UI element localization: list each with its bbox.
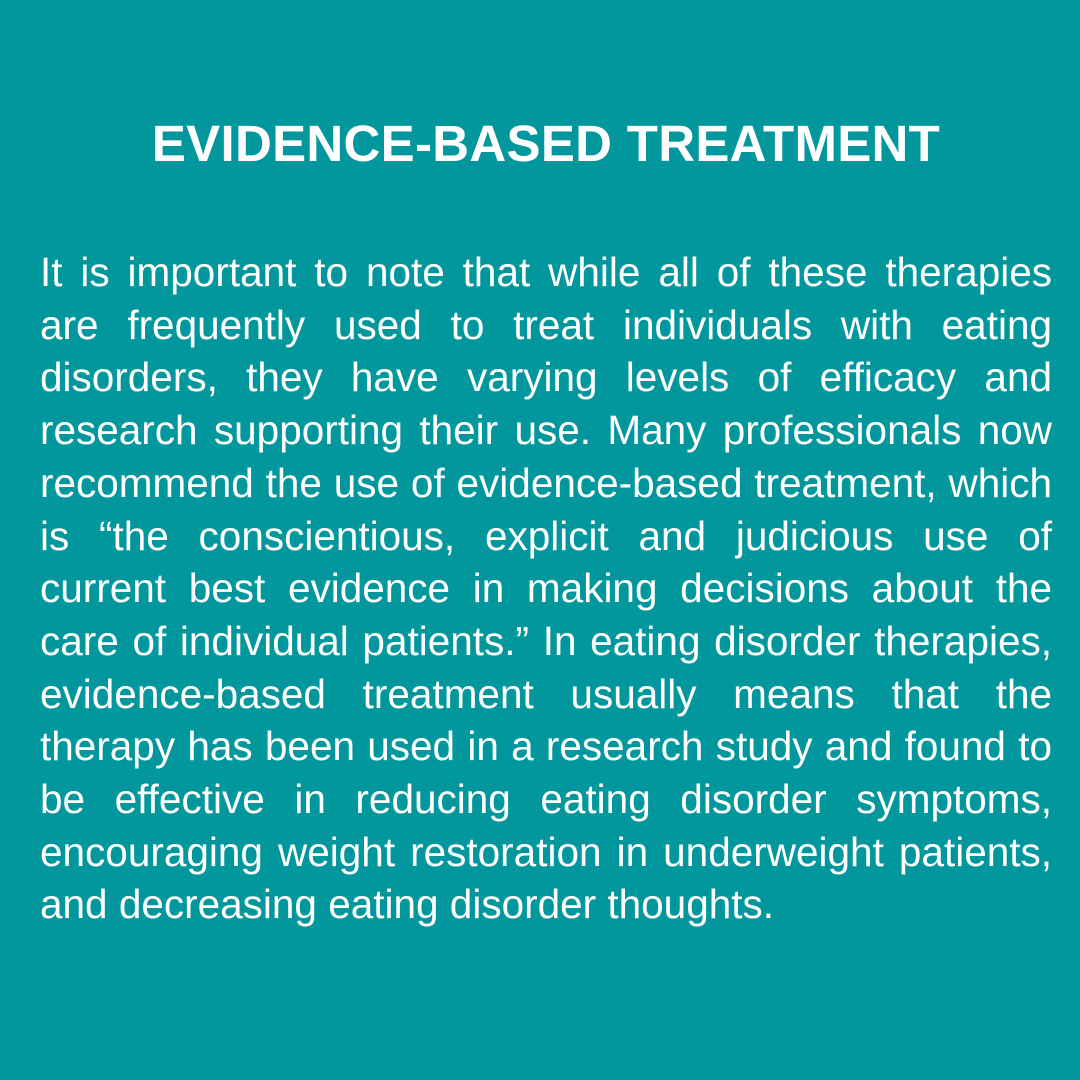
card-body-text: It is important to note that while all of these therapies are frequently used to treat individuals with eating disorders, they have varying levels of efficacy and research supporting their use. Many professionals now recommend the use of evidence-based treatment, which is “the conscientious, explicit and judicious use of current best evidence in making decisions about the care of individual patients.” In eating disorder therapies, evidence-based treatment usually means that the therapy has been used in a research study and found to be effective in reducing eating disorder symptoms, encouraging weight restoration in underweight patients, and decreasing eating disorder thoughts. [40, 249, 1052, 928]
card-title: EVIDENCE-BASED TREATMENT [151, 115, 941, 172]
